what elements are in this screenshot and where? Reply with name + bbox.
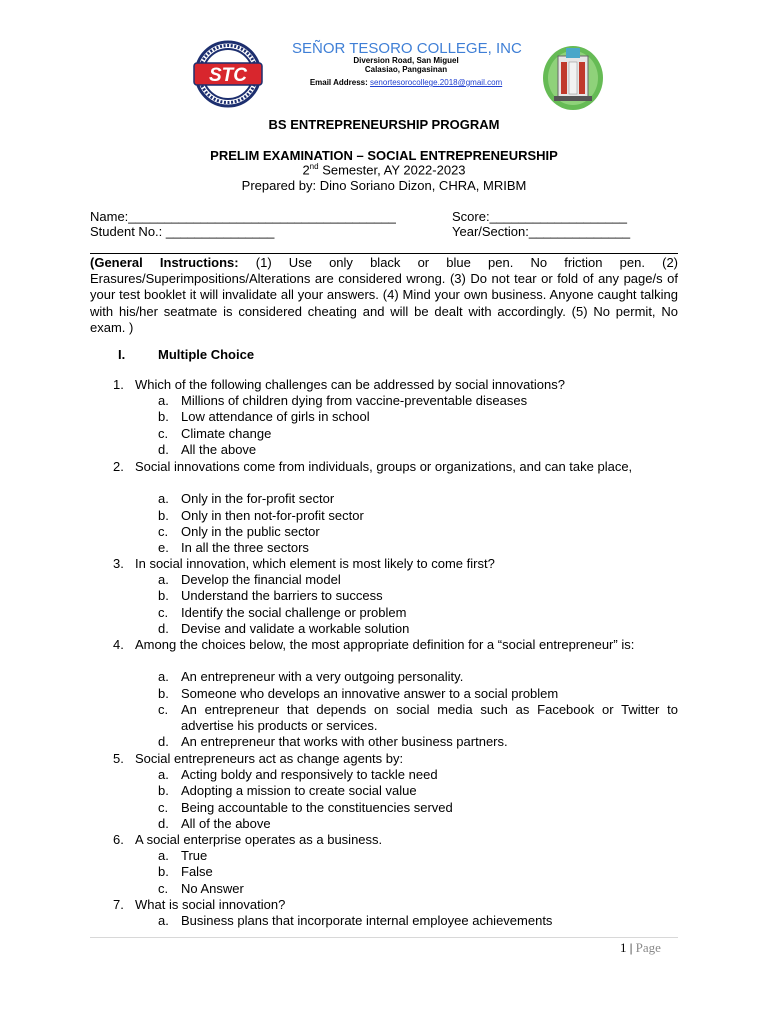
- option-text: Only in the for-profit sector: [181, 491, 335, 507]
- option-letter: a.: [158, 393, 169, 409]
- option-text: In all the three sectors: [181, 540, 309, 555]
- score-field[interactable]: Score:___________________: [452, 209, 627, 224]
- option-text: Low attendance of girls in school: [181, 409, 370, 425]
- option-letter: a.: [158, 848, 169, 864]
- option-letter: c.: [158, 425, 169, 441]
- instructions-text: (1) Use only black or blue pen. No friction pen. (2) Erasures/Superimpositions/Alterations are considered wrong. (3) Do not tear or fold of any page/s of your test booklet it will invalidate all your answers. (4) Mind your own business. Anyone caught talking with his/her seatmate is considered cheating and will be dealt with accordingly. (5) No permit, No exam. ): [90, 255, 679, 335]
- question-number: 4.: [113, 637, 124, 652]
- option-letter: c.: [158, 880, 169, 896]
- option-letter: c.: [158, 799, 169, 815]
- semester-line: [90, 162, 678, 177]
- option-letter: e.: [158, 540, 169, 555]
- footer-divider: [90, 937, 678, 938]
- option-text: Climate change: [181, 425, 272, 441]
- address-block: [290, 56, 522, 74]
- option-letter: b.: [158, 864, 169, 880]
- question-text: What is social innovation?: [135, 897, 286, 912]
- email-link[interactable]: senortesorocollege.2018@gmail.com: [369, 78, 503, 87]
- instructions-label: (General Instructions:: [90, 255, 239, 270]
- college-seal-logo: [188, 40, 268, 108]
- option-text: Acting boldy and responsively to tackle need: [181, 767, 438, 783]
- page-number: 1: [620, 940, 627, 955]
- option-text: False: [181, 864, 213, 880]
- student-no-field[interactable]: Student No.: _______________: [90, 224, 275, 239]
- question-number: 7.: [113, 897, 124, 912]
- option-letter: a.: [158, 669, 169, 685]
- option-letter: a.: [158, 491, 169, 507]
- option-letter: b.: [158, 588, 169, 604]
- page-word: Page: [635, 940, 661, 955]
- header-divider: [90, 253, 678, 254]
- option-letter: c.: [158, 604, 169, 620]
- question-text: Social entrepreneurs act as change agents by:: [135, 751, 404, 766]
- option-letter: c.: [158, 701, 169, 717]
- question-number: 1.: [113, 377, 124, 392]
- question-number: 5.: [113, 751, 124, 766]
- option-text: An entrepreneur with a very outgoing personality.: [181, 669, 464, 685]
- year-section-field[interactable]: Year/Section:______________: [452, 224, 631, 239]
- college-name: SEÑOR TESORO COLLEGE, INC: [292, 40, 522, 57]
- semester-text: Semester, AY 2022-2023: [318, 162, 466, 178]
- option-text: An entrepreneur that works with other business partners.: [181, 734, 508, 750]
- option-letter: d.: [158, 620, 169, 636]
- question-text: A social enterprise operates as a business.: [135, 832, 383, 847]
- question-text: Among the choices below, the most appropriate definition for a “social entrepreneur” is:: [135, 637, 635, 652]
- question-number: 6.: [113, 832, 124, 847]
- question-text: Social innovations come from individuals, groups or organizations, and can take place,: [135, 459, 633, 474]
- option-letter: a.: [158, 572, 169, 588]
- option-letter: b.: [158, 409, 169, 425]
- option-letter: c.: [158, 523, 169, 539]
- page-separator: |: [626, 940, 636, 955]
- option-text: Develop the financial model: [181, 572, 341, 588]
- option-text: True: [181, 848, 208, 864]
- option-letter: a.: [158, 767, 169, 783]
- program-title: BS ENTREPRENEURSHIP PROGRAM: [268, 117, 500, 132]
- section-title: Multiple Choice: [158, 347, 255, 362]
- option-text: Identify the social challenge or problem: [181, 604, 407, 620]
- option-letter: b.: [158, 507, 169, 523]
- question-number: 3.: [113, 556, 124, 571]
- option-text: Someone who develops an innovative answer to a social problem: [181, 685, 559, 701]
- option-text: No Answer: [181, 880, 244, 896]
- option-text: All of the above: [181, 815, 271, 831]
- option-letter: d.: [158, 815, 169, 831]
- semester-suffix: nd: [309, 162, 319, 171]
- question-text: Which of the following challenges can be addressed by social innovations?: [135, 377, 565, 392]
- name-field[interactable]: Name:_____________________________________: [90, 209, 396, 224]
- address-line-1: Diversion Road, San Miguel: [353, 56, 459, 65]
- college-emblem-logo: [540, 40, 606, 112]
- option-text: An entrepreneur that depends on social media such as Facebook or Twitter to advertise his products or services.: [181, 701, 678, 733]
- prepared-by: Prepared by: Dino Soriano Dizon, CHRA, MRIBM: [241, 178, 527, 193]
- option-text: Being accountable to the constituencies served: [181, 799, 453, 815]
- option-text: Devise and validate a workable solution: [181, 620, 410, 636]
- option-text: Only in then not-for-profit sector: [181, 507, 364, 523]
- option-letter: b.: [158, 685, 169, 701]
- exam-title: PRELIM EXAMINATION – SOCIAL ENTREPRENEURSHIP: [210, 148, 558, 163]
- question-number: 2.: [113, 459, 124, 474]
- option-text: Business plans that incorporate internal employee achievements: [181, 913, 553, 929]
- page-footer: [620, 940, 661, 956]
- address-line-2: Calasiao, Pangasinan: [364, 65, 448, 74]
- option-letter: d.: [158, 441, 169, 457]
- email-line: [290, 78, 522, 87]
- question-text: In social innovation, which element is most likely to come first?: [135, 556, 495, 571]
- section-number: I.: [118, 347, 126, 362]
- option-text: All the above: [181, 441, 257, 457]
- semester-number: 2: [302, 162, 310, 178]
- general-instructions: [90, 255, 678, 336]
- logo-stc-text: STC: [209, 65, 247, 86]
- option-letter: a.: [158, 913, 169, 929]
- option-letter: d.: [158, 734, 169, 750]
- option-text: Understand the barriers to success: [181, 588, 383, 604]
- option-text: Adopting a mission to create social value: [181, 783, 417, 799]
- email-label: Email Address:: [309, 78, 370, 87]
- option-text: Millions of children dying from vaccine-preventable diseases: [181, 393, 528, 409]
- option-letter: b.: [158, 783, 169, 799]
- option-text: Only in the public sector: [181, 523, 320, 539]
